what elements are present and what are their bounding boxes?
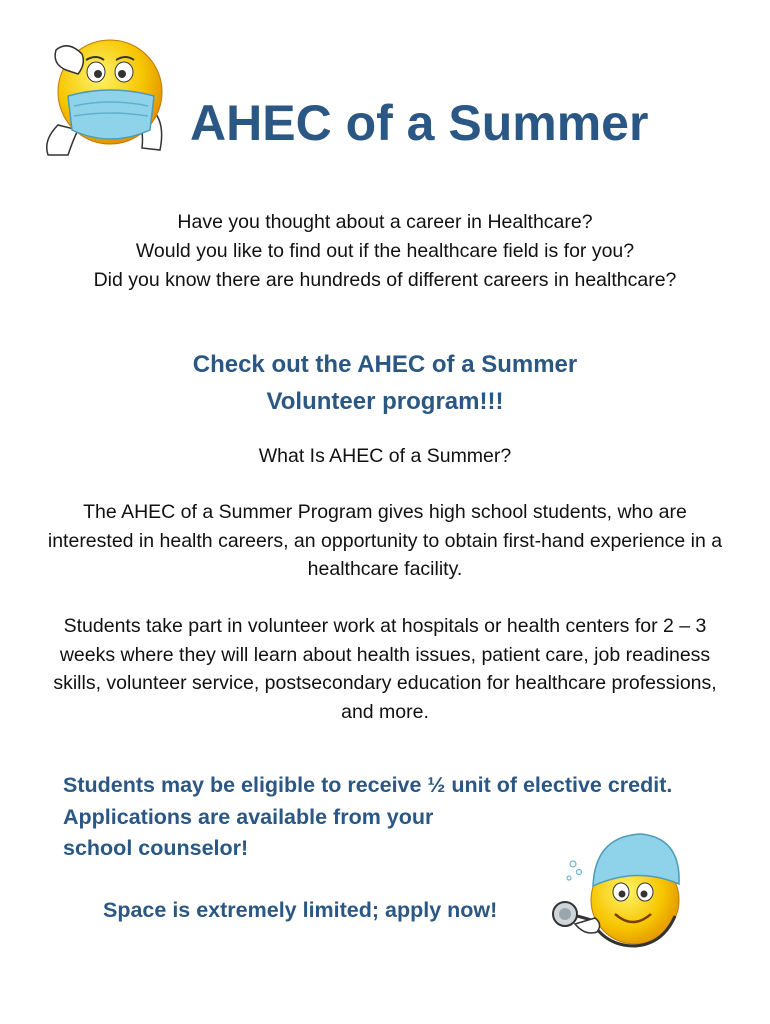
intro-block xyxy=(0,208,770,295)
credit-line-3: school counselor! xyxy=(63,836,249,860)
program-description: The AHEC of a Summer Program gives high school students, who are interested in health careers, an opportunity to obtain first-hand experience in a healthcare facility. xyxy=(47,501,723,580)
callout-line-1: Check out the AHEC of a Summer xyxy=(192,351,578,378)
credit-line-1: Students may be eligible to receive ½ unit of elective credit. xyxy=(63,773,673,797)
credit-line-2: Applications are available from your xyxy=(63,804,434,829)
activities-description: Students take part in volunteer work at hospitals or health centers for 2 – 3 weeks where they will learn about health issues, patient care, job readiness skills, volunteer service, postsecondary education for healthcare professions, and more. xyxy=(53,615,717,723)
program-callout xyxy=(0,346,770,420)
doctor-emoji-icon xyxy=(545,828,685,958)
callout-line-2: Volunteer program!!! xyxy=(266,388,504,415)
masked-emoji-icon xyxy=(38,30,178,160)
intro-line-2: Would you like to find out if the healthcare field is for you? xyxy=(135,240,635,262)
apply-now-text: Space is extremely limited; apply now! xyxy=(103,898,498,922)
page-title: AHEC of a Summer xyxy=(190,95,649,151)
intro-line-1: Have you thought about a career in Healthcare? xyxy=(177,211,593,233)
about-question: What Is AHEC of a Summer? xyxy=(258,445,512,467)
intro-line-3: Did you know there are hundreds of different careers in healthcare? xyxy=(93,269,677,291)
